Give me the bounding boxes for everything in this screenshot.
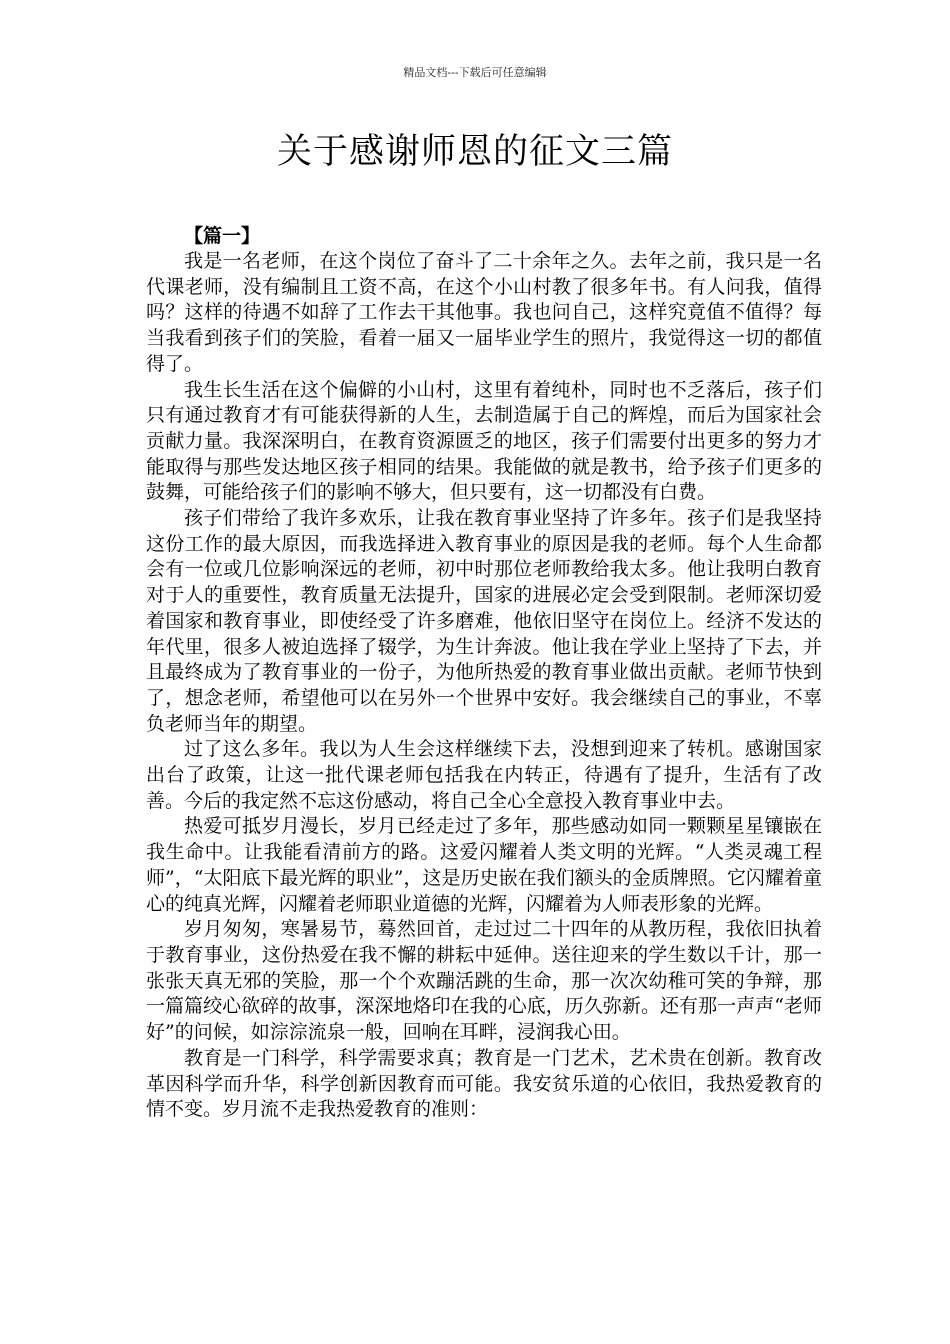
header-note: 精品文档---下载后可任意编辑 xyxy=(403,66,547,79)
paragraph-1: 我是一名老师，在这个岗位了奋斗了二十余年之久。去年之前，我只是一名代课老师，没有编制且工资不高，在这个小山村教了很多年书。有人问我，值得吗？这样的待遇不如辞了工作去干其他事。我也问自己，这样究竟值不值得？每当我看到孩子们的笑脸，看着一届又一届毕业学生的照片，我觉得这一切的都值得了。 xyxy=(146,250,822,375)
paragraph-5: 热爱可抵岁月漫长，岁月已经走过了多年，那些感动如同一颗颗星星镶嵌在我生命中。让我能看清前方的路。这爱闪耀着人类文明的光辉。“人类灵魂工程师”，“太阳底下最光辉的职业”，这是历史嵌在我们额头的金质牌照。它闪耀着童心的纯真光辉，闪耀着老师职业道德的光辉，闪耀着为人师表形象的光辉。 xyxy=(146,815,822,915)
paragraph-2: 我生长生活在这个偏僻的小山村，这里有着纯朴，同时也不乏落后，孩子们只有通过教育才有可能获得新的人生，去制造属于自己的辉煌，而后为国家社会贡献力量。我深深明白，在教育资源匮乏的地区，孩子们需要付出更多的努力才能取得与那些发达地区孩子相同的结果。我能做的就是教书，给予孩子们更多的鼓舞，可能给孩子们的影响不够大，但只要有，这一切都没有白费。 xyxy=(146,378,822,504)
section-label: 【篇一】 xyxy=(184,225,261,247)
paragraph-6: 岁月匆匆，寒暑易节，蓦然回首，走过过二十四年的从教历程，我依旧执着于教育事业，这份热爱在我不懈的耕耘中延伸。送往迎来的学生数以千计，那一张张天真无邪的笑脸，那一个个欢蹦活跳的生命，那一次次幼稚可笑的争辩，那一篇篇绞心欲碎的故事，深深地烙印在我的心底，历久弥新。还有那一声声“老师好”的问候，如淙淙流泉一般，回响在耳畔，浸润我心田。 xyxy=(146,918,822,1044)
paragraph-7: 教育是一门科学，科学需要求真；教育是一门艺术，艺术贵在创新。教育改革因科学而升华，科学创新因教育而可能。我安贫乐道的心依旧，我热爱教育的情不变。岁月流不走我热爱教育的准则： xyxy=(146,1046,822,1121)
document-title: 关于感谢师恩的征文三篇 xyxy=(276,132,673,172)
paragraph-4: 过了这么多年。我以为人生会这样继续下去，没想到迎来了转机。感谢国家出台了政策，让这一批代课老师包括我在内转正，待遇有了提升，生活有了改善。今后的我定然不忘这份感动，将自己全心全意投入教育事业中去。 xyxy=(146,738,822,812)
paragraph-3: 孩子们带给了我许多欢乐，让我在教育事业坚持了许多年。孩子们是我坚持这份工作的最大原因，而我选择进入教育事业的原因是我的老师。每个人生命都会有一位或几位影响深远的老师，初中时那位老师教给我太多。他让我明白教育对于人的重要性，教育质量无法提升，国家的进展必定会受到限制。老师深切爱着国家和教育事业，即使经受了许多磨难，他依旧坚守在岗位上。经济不发达的年代里，很多人被迫选择了辍学，为生计奔波。他让我在学业上坚持了下去，并且最终成为了教育事业的一份子，为他所热爱的教育事业做出贡献。老师节快到了，想念老师，希望他可以在另外一个世界中安好。我会继续自己的事业，不辜负老师当年的期望。 xyxy=(146,507,822,735)
document-body xyxy=(146,224,822,1123)
